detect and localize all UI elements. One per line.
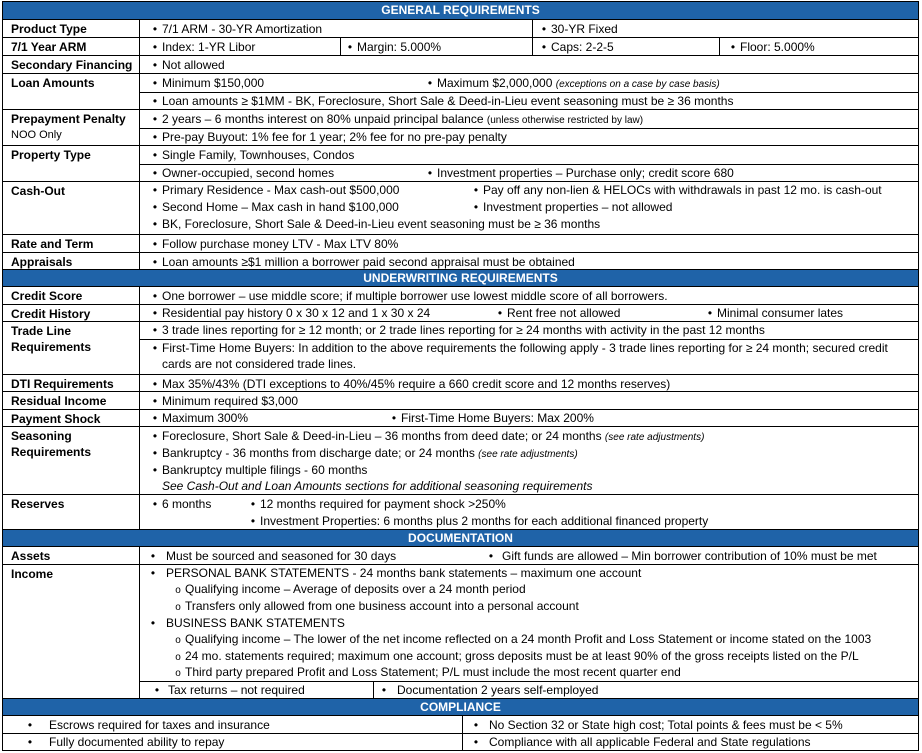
secondary-value: • Not allowed — [140, 56, 225, 73]
credit-history-rent: • Rent free not allowed — [493, 305, 620, 321]
cashout-investment: • Investment properties – not allowed — [469, 199, 672, 215]
product-type-fixed: • 30-YR Fixed — [532, 20, 918, 37]
row-product-type — [3, 20, 918, 38]
income-documentation: • Documentation 2 years self-employed — [377, 682, 598, 698]
row-arm — [3, 38, 918, 56]
label-reserves: Reserves — [3, 495, 140, 529]
label-cash-out: Cash-Out — [3, 182, 140, 234]
label-seasoning: Seasoning Requirements — [3, 427, 140, 494]
row-seasoning — [3, 427, 918, 495]
section-header-underwriting: UNDERWRITING REQUIREMENTS — [3, 270, 918, 287]
income-personal-qualifying: o Qualifying income – Average of deposits over a 24 month period — [171, 581, 526, 599]
row-credit-score — [3, 287, 918, 305]
trade-line-2: • First-Time Home Buyers: In addition to the above requirements the following apply - 3 trade lines reporting for ≥ 24 month; secured credit — [148, 340, 888, 356]
label-credit-history: Credit History — [3, 305, 140, 321]
prepay-line-1: • 2 years – 6 months interest on 80% unpaid principal balance (unless otherwise restricted by law) — [148, 111, 643, 129]
row-reserves — [3, 495, 918, 530]
income-business-statements: o 24 mo. statements required; maximum one account; gross deposits must be at least 90% of the gross receipts listed on the P/L — [171, 648, 859, 666]
label-product-type: Product Type — [3, 20, 140, 37]
reserves-investment: • Investment Properties: 6 months plus 2 months for each additional financed property — [246, 513, 708, 529]
arm-floor: • Floor: 5.000% — [719, 38, 918, 55]
label-rate-term: Rate and Term — [3, 235, 140, 252]
compliance-section-32: • No Section 32 or State high cost; Total points & fees must be < 5% — [469, 717, 843, 733]
assets-sourced: • Must be sourced and seasoned for 30 days — [146, 548, 396, 564]
appraisals-value: • Loan amounts ≥$1 million a borrower paid second appraisal must be obtained — [140, 253, 575, 269]
label-trade-line: Trade Line Requirements — [3, 322, 140, 374]
empty-label-cell — [3, 681, 140, 698]
divider — [373, 681, 374, 698]
payment-shock-max: • Maximum 300% — [148, 410, 248, 426]
seasoning-bankruptcy: • Bankruptcy - 36 months from discharge date; or 24 months (see rate adjustments) — [148, 445, 578, 463]
seasoning-foreclosure: • Foreclosure, Short Sale & Deed-in-Lieu – 36 months from deed date; or 24 months (see rate adjustments) — [148, 428, 704, 446]
loan-guidelines-table — [2, 1, 919, 751]
payment-shock-fthb: • First-Time Home Buyers: Max 200% — [387, 410, 594, 426]
label-dti: DTI Requirements — [3, 375, 140, 391]
seasoning-note: See Cash-Out and Loan Amounts sections for additional seasoning requirements — [162, 479, 593, 493]
label-property-type: Property Type — [3, 146, 140, 181]
arm-caps: • Caps: 2-2-5 — [532, 38, 719, 55]
section-header-general: GENERAL REQUIREMENTS — [3, 2, 918, 20]
row-payment-shock — [3, 410, 918, 427]
arm-margin: • Margin: 5.000% — [340, 38, 532, 55]
section-header-compliance: COMPLIANCE — [3, 699, 918, 716]
label-arm: 7/1 Year ARM — [3, 38, 140, 55]
row-prepayment — [3, 110, 918, 146]
section-header-documentation: DOCUMENTATION — [3, 530, 918, 547]
credit-history-pay: • Residential pay history 0 x 30 x 12 and 1 x 30 x 24 — [148, 305, 430, 321]
cashout-primary: • Primary Residence - Max cash-out $500,000 — [148, 182, 399, 198]
rate-term-value: • Follow purchase money LTV - Max LTV 80% — [140, 235, 398, 252]
label-payment-shock: Payment Shock — [3, 410, 140, 426]
reserves-months: • 6 months — [148, 496, 211, 512]
label-residual: Residual Income — [3, 392, 140, 409]
product-type-arm: • 7/1 ARM - 30-YR Amortization — [140, 20, 532, 37]
income-business-pl: o Third party prepared Profit and Loss Statement; P/L must include the most recent quarter end — [171, 664, 681, 682]
cashout-payoff: • Pay off any non-lien & HELOCs with withdrawals in past 12 mo. is cash-out — [469, 182, 882, 198]
residual-value: • Minimum required $3,000 — [140, 392, 298, 409]
row-secondary-financing — [3, 56, 918, 74]
loan-max: • Maximum $2,000,000 (exceptions on a case by case basis) — [423, 75, 720, 93]
seasoning-multiple: • Bankruptcy multiple filings - 60 months — [148, 462, 367, 478]
row-property-type — [3, 146, 918, 182]
label-income: Income — [3, 565, 140, 681]
dti-value: • Max 35%/43% (DTI exceptions to 40%/45% require a 660 credit score and 12 months reserves) — [140, 375, 670, 391]
label-credit-score: Credit Score — [3, 287, 140, 304]
label-appraisals: Appraisals — [3, 253, 140, 269]
property-investment: • Investment properties – Purchase only; credit score 680 — [423, 165, 734, 181]
row-income — [3, 565, 918, 699]
income-business: • BUSINESS BANK STATEMENTS — [146, 615, 345, 631]
row-assets — [3, 547, 918, 565]
row-rate-term — [3, 235, 918, 253]
credit-score-value: • One borrower – use middle score; if multiple borrower use lowest middle score of all borrowers. — [140, 287, 668, 304]
label-assets: Assets — [3, 547, 140, 564]
row-compliance-1 — [3, 716, 918, 734]
reserves-payment-shock: • 12 months required for payment shock >250% — [246, 496, 506, 512]
loan-large-seasoning: • Loan amounts ≥ $1MM - BK, Foreclosure, Short Sale & Deed-in-Lieu event seasoning must be ≥ 36 months — [148, 93, 733, 109]
cashout-second: • Second Home – Max cash in hand $100,000 — [148, 199, 399, 215]
row-dti — [3, 375, 918, 392]
row-loan-amounts — [3, 74, 918, 110]
cashout-seasoning: • BK, Foreclosure, Short Sale & Deed-in-Lieu event seasoning must be ≥ 36 months — [148, 216, 600, 232]
compliance-regulations: • Compliance with all applicable Federal and State regulations — [469, 734, 811, 750]
row-appraisals — [3, 253, 918, 270]
arm-index: • Index: 1-YR Libor — [140, 38, 340, 55]
divider — [462, 716, 463, 733]
compliance-escrows: • Escrows required for taxes and insurance — [23, 717, 270, 733]
income-business-qualifying: o Qualifying income – The lower of the net income reflected on a 24 month Profit and Loss Statement or income stated on the 1003 — [171, 631, 871, 649]
income-personal-transfers: o Transfers only allowed from one business account into a personal account — [171, 598, 579, 616]
property-line-1: • Single Family, Townhouses, Condos — [148, 147, 354, 163]
property-owner: • Owner-occupied, second homes — [148, 165, 334, 181]
row-credit-history — [3, 305, 918, 322]
row-cash-out — [3, 182, 918, 235]
loan-min: • Minimum $150,000 — [148, 75, 264, 91]
compliance-ability-to-repay: • Fully documented ability to repay — [23, 734, 224, 750]
row-compliance-2 — [3, 734, 918, 751]
label-secondary-financing: Secondary Financing — [3, 56, 140, 73]
label-loan-amounts: Loan Amounts — [3, 74, 140, 109]
credit-history-lates: • Minimal consumer lates — [703, 305, 843, 321]
trade-line-1: • 3 trade lines reporting for ≥ 12 month; or 2 trade lines reporting for ≥ 24 months with activity in the past 12 months — [148, 322, 765, 338]
prepay-line-2: • Pre-pay Buyout: 1% fee for 1 year; 2% fee for no pre-pay penalty — [148, 129, 507, 145]
trade-line-3: cards are not considered trade lines. — [162, 357, 357, 371]
row-residual — [3, 392, 918, 410]
label-prepayment: Prepayment Penalty NOO Only — [3, 110, 140, 145]
income-personal: • PERSONAL BANK STATEMENTS - 24 months bank statements – maximum one account — [146, 565, 641, 581]
row-trade-line — [3, 322, 918, 375]
income-tax-returns: • Tax returns – not required — [150, 682, 305, 698]
assets-gift: • Gift funds are allowed – Min borrower contribution of 10% must be met — [484, 548, 877, 564]
divider — [462, 734, 463, 751]
